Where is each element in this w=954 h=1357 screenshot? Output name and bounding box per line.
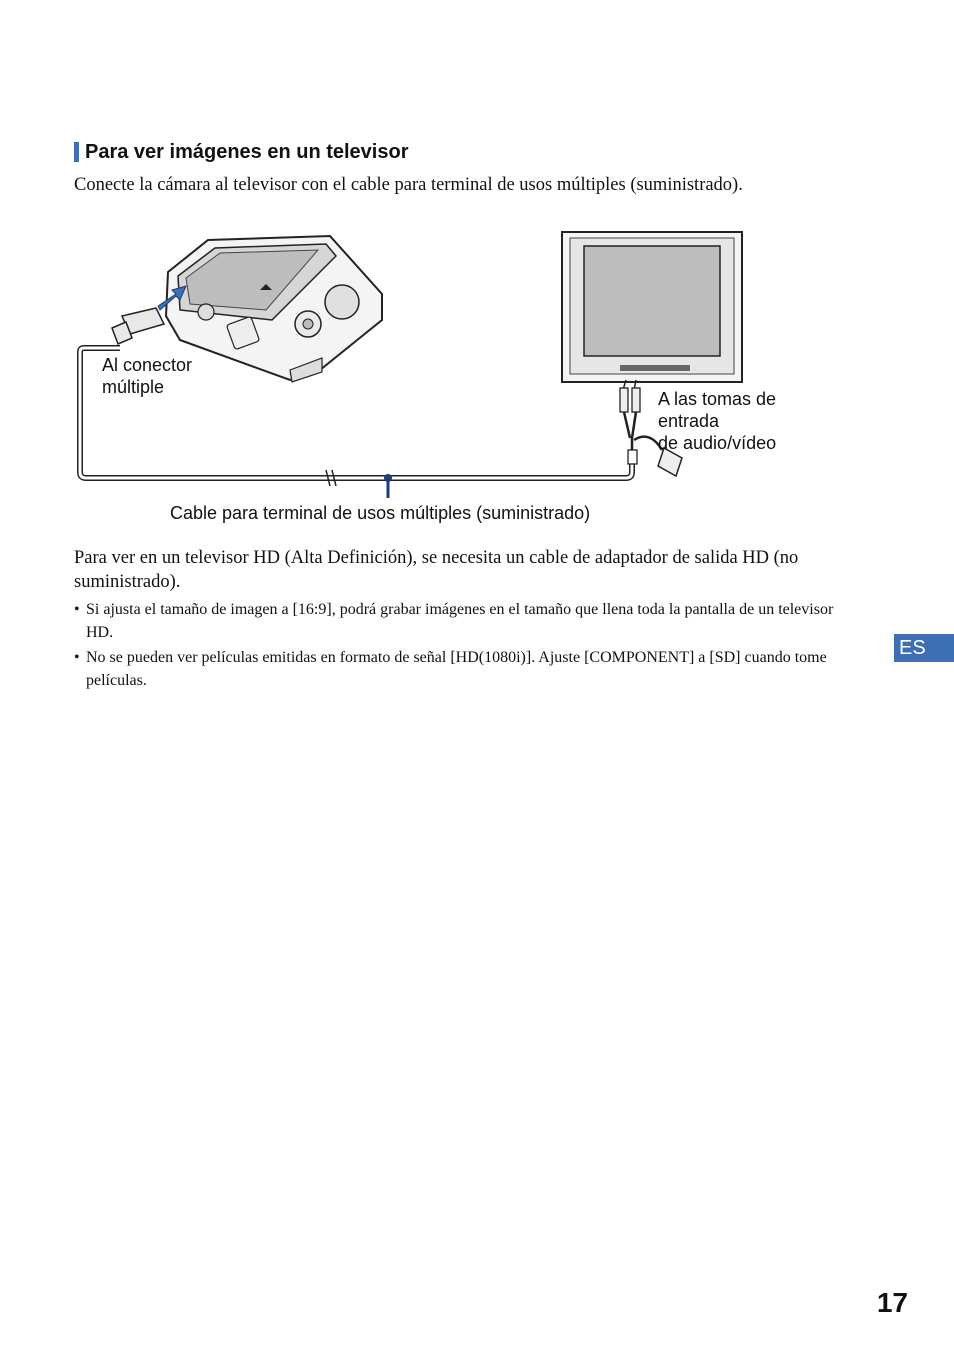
page-number: 17 <box>876 1287 908 1318</box>
label-cable: Cable para terminal de usos múltiples (suministrado) <box>170 503 591 523</box>
section-heading-text: Para ver imágenes en un televisor <box>85 141 409 163</box>
notes-list <box>74 598 864 694</box>
heading-marker <box>74 142 79 162</box>
connection-diagram <box>60 220 780 530</box>
label-connector: Al conector múltiple <box>102 355 193 397</box>
hd-paragraph: Para ver en un televisor HD (Alta Definición), se necesita un cable de adaptador de salida HD (no suministrado). <box>74 548 799 592</box>
note-item: • No se pueden ver películas emitidas en formato de señal [HD(1080i)]. Ajuste [COMPONENT] a [SD] cuando tome películas. <box>74 649 827 689</box>
note-item: • Si ajusta el tamaño de imagen a [16:9], podrá grabar imágenes en el tamaño que llena toda la pantalla de un televisor HD. <box>74 601 834 641</box>
section-heading <box>74 140 409 164</box>
language-tab: ES <box>894 634 954 662</box>
intro-text: Conecte la cámara al televisor con el cable para terminal de usos múltiples (suministrado). <box>74 175 743 195</box>
label-tv-inputs: A las tomas de entrada de audio/vídeo <box>658 389 777 453</box>
